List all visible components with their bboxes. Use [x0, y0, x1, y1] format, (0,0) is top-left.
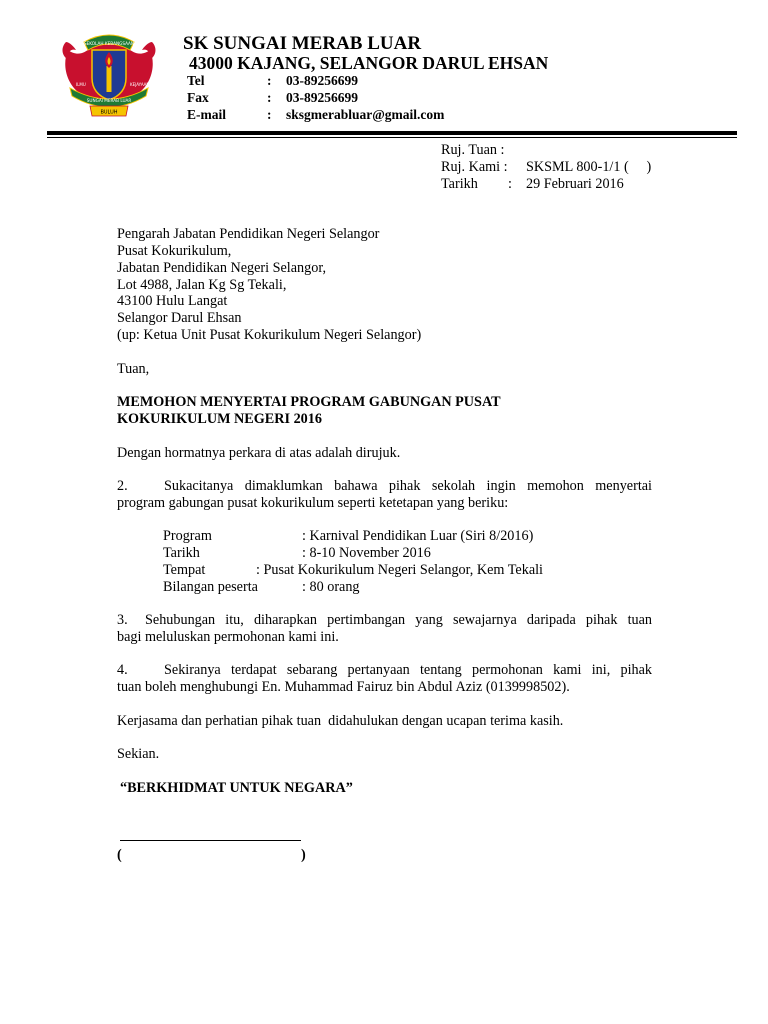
svg-text:SUNGAI MERAB LUAR: SUNGAI MERAB LUAR — [86, 98, 132, 103]
detail-bilangan-value: : 80 orang — [302, 579, 360, 595]
school-name: SK SUNGAI MERAB LUAR — [183, 33, 422, 54]
para4-number: 4. — [117, 662, 128, 678]
signature-close-paren: ) — [301, 847, 306, 863]
para2-line-2: program gabungan pusat kokurikulum seperti ketetapan yang beriku: — [117, 495, 509, 511]
email-label: E-mail — [187, 107, 226, 122]
recipient-line-7: (up: Ketua Unit Pusat Kokurikulum Negeri Selangor) — [117, 327, 422, 343]
fax-value: 03-89256699 — [286, 90, 358, 105]
subject-line-2: KOKURIKULUM NEGERI 2016 — [117, 411, 322, 427]
recipient-line-3: Jabatan Pendidikan Negeri Selangor, — [117, 260, 327, 276]
para2-line-1: Sukacitanya dimaklumkan bahawa pihak sekolah ingin memohon menyertai — [164, 478, 652, 494]
detail-program-value: : Karnival Pendidikan Luar (Siri 8/2016) — [302, 528, 534, 544]
para4-line-1: Sekiranya terdapat sebarang pertanyaan tentang permohonan kami ini, pihak — [164, 662, 652, 678]
recipient-line-1: Pengarah Jabatan Pendidikan Negeri Selangor — [117, 226, 380, 242]
para4-line-2: tuan boleh menghubungi En. Muhammad Fairuz bin Abdul Aziz (0139998502). — [117, 679, 570, 695]
tel-colon: : — [267, 73, 272, 88]
para2-number: 2. — [117, 478, 128, 494]
school-crest-logo — [60, 30, 158, 118]
tel-value: 03-89256699 — [286, 73, 358, 88]
signature-open-paren: ( — [117, 847, 122, 863]
recipient-line-4: Lot 4988, Jalan Kg Sg Tekali, — [117, 277, 287, 293]
para3-number: 3. — [117, 612, 128, 628]
opening-line: Dengan hormatnya perkara di atas adalah dirujuk. — [117, 445, 401, 461]
detail-tarikh-label: Tarikh — [163, 545, 200, 561]
fax-colon: : — [267, 90, 272, 105]
header-divider-thick — [47, 131, 737, 135]
tarikh-value: 29 Februari 2016 — [526, 176, 624, 192]
school-address: 43000 KAJANG, SELANGOR DARUL EHSAN — [189, 53, 549, 73]
tarikh-colon: : — [508, 176, 512, 192]
svg-text:KEJAYAAN: KEJAYAAN — [130, 82, 150, 87]
svg-text:SEKOLAH KEBANGSAAN: SEKOLAH KEBANGSAAN — [83, 41, 135, 46]
detail-bilangan-label: Bilangan peserta — [163, 579, 258, 595]
ruj-tuan-label: Ruj. Tuan : — [441, 142, 505, 158]
tel-label: Tel — [187, 73, 205, 88]
tarikh-label: Tarikh — [441, 176, 478, 192]
recipient-line-6: Selangor Darul Ehsan — [117, 310, 242, 326]
svg-text:BULUH: BULUH — [100, 109, 118, 116]
svg-text:ILMU: ILMU — [76, 82, 86, 87]
salutation: Tuan, — [117, 361, 150, 377]
para3-line-2: bagi meluluskan permohonan kami ini. — [117, 629, 339, 645]
sekian: Sekian. — [117, 746, 160, 762]
recipient-line-5: 43100 Hulu Langat — [117, 293, 228, 309]
fax-label: Fax — [187, 90, 209, 105]
ruj-kami-value: SKSML 800-1/1 ( ) — [526, 159, 652, 175]
para3-line-1: Sehubungan itu, diharapkan pertimbangan yang sewajarnya daripada pihak tuan — [145, 612, 652, 628]
detail-tempat-label: Tempat — [163, 562, 206, 578]
header-divider-thin — [47, 137, 737, 138]
detail-program-label: Program — [163, 528, 212, 544]
email-value: sksgmerabluar@gmail.com — [286, 107, 445, 122]
motto: “BERKHIDMAT UNTUK NEGARA” — [120, 780, 353, 796]
detail-tempat-value: : Pusat Kokurikulum Negeri Selangor, Kem Tekali — [256, 562, 543, 578]
detail-tarikh-value: : 8-10 November 2016 — [302, 545, 431, 561]
signature-line — [120, 840, 301, 841]
subject-line-1: MEMOHON MENYERTAI PROGRAM GABUNGAN PUSAT — [117, 394, 501, 410]
closing-line: Kerjasama dan perhatian pihak tuan didahulukan dengan ucapan terima kasih. — [117, 713, 564, 729]
ruj-kami-label: Ruj. Kami : — [441, 159, 508, 175]
recipient-line-2: Pusat Kokurikulum, — [117, 243, 232, 259]
email-colon: : — [267, 107, 272, 122]
